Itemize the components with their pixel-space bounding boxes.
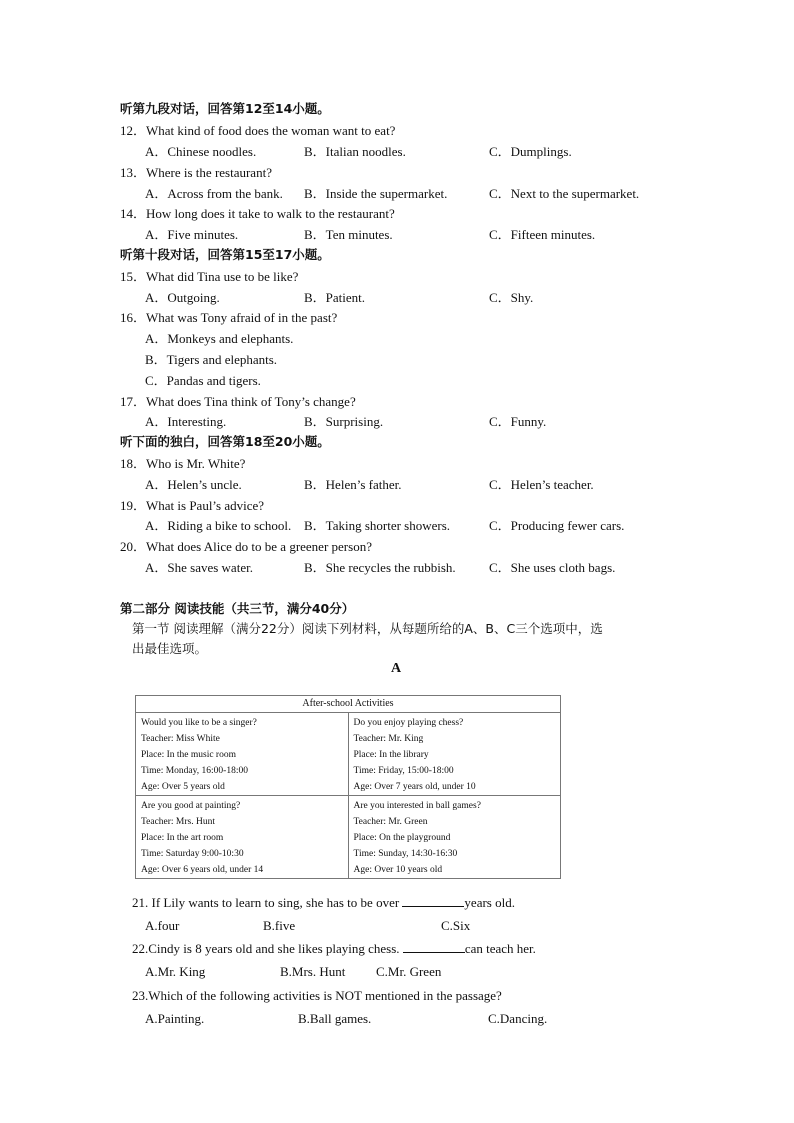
question-22-option-a: A.Mr. King bbox=[145, 964, 206, 979]
cell-line: Age: Over 7 years old, under 10 bbox=[353, 782, 476, 792]
question-18-option-b: B．Helen’s father. bbox=[304, 477, 402, 492]
question-21-option-c: C.Six bbox=[441, 918, 471, 933]
question-21-option-a: A.four bbox=[145, 918, 180, 933]
question-23-option-b: B.Ball games. bbox=[298, 1011, 372, 1026]
answer-blank bbox=[402, 895, 464, 907]
question-22-stem-start: 22.Cindy is 8 years old and she likes playing chess. bbox=[132, 941, 403, 956]
section-1-instruction-text: 第一节 阅读理解（满分22分）阅读下列材料，从每题所给的A、B、C三个选项中，选 bbox=[132, 621, 603, 636]
dialogue-9-header: 听第九段对话，回答第12至14小题。 bbox=[120, 101, 330, 116]
cell-line: Place: In the library bbox=[353, 750, 429, 760]
question-13-option-b: B．Inside the supermarket. bbox=[304, 186, 448, 201]
question-12-option-a: A．Chinese noodles. bbox=[145, 144, 257, 159]
cell-line: Age: Over 5 years old bbox=[141, 782, 225, 792]
cell-line: Place: On the playground bbox=[353, 833, 451, 843]
question-14-option-b: B．Ten minutes. bbox=[304, 227, 393, 242]
question-22-option-b: B.Mrs. Hunt bbox=[280, 964, 346, 979]
question-19-stem: 19．What is Paul’s advice? bbox=[120, 498, 265, 513]
table-row bbox=[136, 713, 561, 796]
question-23-stem: 23.Which of the following activities is NOT mentioned in the passage? bbox=[132, 988, 502, 1003]
section-1-instruction-line-2: 出最佳选项。 bbox=[132, 641, 208, 656]
question-12-option-b: B．Italian noodles. bbox=[304, 144, 406, 159]
question-19-option-c: C．Producing fewer cars. bbox=[489, 518, 625, 533]
cell-line: Time: Friday, 15:00-18:00 bbox=[353, 766, 454, 776]
activity-cell-singing bbox=[136, 713, 349, 796]
question-17-option-a: A．Interesting. bbox=[145, 414, 227, 429]
question-21-stem bbox=[132, 895, 515, 911]
cell-line: Place: In the art room bbox=[141, 833, 224, 843]
question-16-stem: 16．What was Tony afraid of in the past? bbox=[120, 310, 338, 325]
cell-line: Are you interested in ball games? bbox=[353, 801, 481, 811]
activity-cell-chess bbox=[348, 713, 561, 796]
part-2-title: 第二部分 阅读技能（共三节，满分40分） bbox=[120, 601, 355, 616]
question-13-option-c: C．Next to the supermarket. bbox=[489, 186, 640, 201]
question-16-option-b: B．Tigers and elephants. bbox=[145, 352, 278, 367]
question-16-option-a: A．Monkeys and elephants. bbox=[145, 331, 294, 346]
section-1-instruction-line-1 bbox=[132, 619, 603, 637]
answer-blank bbox=[403, 941, 465, 953]
question-21-option-b: B.five bbox=[263, 918, 296, 933]
question-19-option-b: B．Taking shorter showers. bbox=[304, 518, 451, 533]
question-15-option-a: A．Outgoing. bbox=[145, 290, 220, 305]
question-14-option-a: A．Five minutes. bbox=[145, 227, 239, 242]
table-row bbox=[136, 796, 561, 879]
question-17-option-b: B．Surprising. bbox=[304, 414, 384, 429]
question-15-option-b: B．Patient. bbox=[304, 290, 366, 305]
question-20-stem: 20．What does Alice do to be a greener person? bbox=[120, 539, 372, 554]
question-21-stem-start: 21. If Lily wants to learn to sing, she has to be over bbox=[132, 895, 403, 910]
cell-line: Time: Monday, 16:00-18:00 bbox=[141, 766, 248, 776]
cell-line: Age: Over 6 years old, under 14 bbox=[141, 865, 264, 875]
dialogue-10-header: 听第十段对话，回答第15至17小题。 bbox=[120, 247, 330, 262]
cell-line: Teacher: Miss White bbox=[141, 734, 220, 744]
cell-line: Place: In the music room bbox=[141, 750, 236, 760]
question-22-stem bbox=[132, 941, 536, 957]
cell-line: Teacher: Mrs. Hunt bbox=[141, 817, 215, 827]
question-13-stem: 13．Where is the restaurant? bbox=[120, 165, 272, 180]
activity-cell-painting bbox=[136, 796, 349, 879]
cell-line: Age: Over 10 years old bbox=[353, 865, 443, 875]
cell-line: Teacher: Mr. King bbox=[353, 734, 424, 744]
question-18-option-a: A．Helen’s uncle. bbox=[145, 477, 242, 492]
question-13-option-a: A．Across from the bank. bbox=[145, 186, 283, 201]
cell-line: Teacher: Mr. Green bbox=[353, 817, 428, 827]
question-14-option-c: C．Fifteen minutes. bbox=[489, 227, 596, 242]
question-17-option-c: C．Funny. bbox=[489, 414, 547, 429]
table-title: After-school Activities bbox=[136, 696, 561, 713]
activity-cell-ball-games bbox=[348, 796, 561, 879]
monologue-header: 听下面的独白，回答第18至20小题。 bbox=[120, 434, 330, 449]
question-16-option-c: C．Pandas and tigers. bbox=[145, 373, 261, 388]
passage-label: A bbox=[391, 661, 402, 676]
question-17-stem: 17．What does Tina think of Tony’s change? bbox=[120, 394, 356, 409]
table-header-row bbox=[136, 696, 561, 713]
question-23-option-a: A.Painting. bbox=[145, 1011, 205, 1026]
question-20-option-b: B．She recycles the rubbish. bbox=[304, 560, 456, 575]
cell-line: Time: Sunday, 14:30-16:30 bbox=[353, 849, 458, 859]
question-15-stem: 15．What did Tina use to be like? bbox=[120, 269, 299, 284]
question-23-option-c: C.Dancing. bbox=[488, 1011, 548, 1026]
after-school-activities-table bbox=[135, 695, 561, 879]
question-19-option-a: A．Riding a bike to school. bbox=[145, 518, 292, 533]
question-22-option-c: C.Mr. Green bbox=[376, 964, 442, 979]
cell-line: Are you good at painting? bbox=[141, 801, 241, 811]
question-18-option-c: C．Helen’s teacher. bbox=[489, 477, 594, 492]
question-12-option-c: C．Dumplings. bbox=[489, 144, 572, 159]
question-21-stem-end: years old. bbox=[464, 895, 515, 910]
question-12-stem: 12．What kind of food does the woman want to eat? bbox=[120, 123, 396, 138]
question-14-stem: 14．How long does it take to walk to the restaurant? bbox=[120, 206, 395, 221]
question-20-option-a: A．She saves water. bbox=[145, 560, 253, 575]
question-18-stem: 18．Who is Mr. White? bbox=[120, 456, 246, 471]
cell-line: Do you enjoy playing chess? bbox=[353, 718, 464, 728]
question-20-option-c: C．She uses cloth bags. bbox=[489, 560, 616, 575]
question-15-option-c: C．Shy. bbox=[489, 290, 534, 305]
question-22-stem-end: can teach her. bbox=[464, 941, 536, 956]
cell-line: Time: Saturday 9:00-10:30 bbox=[141, 849, 244, 859]
cell-line: Would you like to be a singer? bbox=[141, 718, 257, 728]
